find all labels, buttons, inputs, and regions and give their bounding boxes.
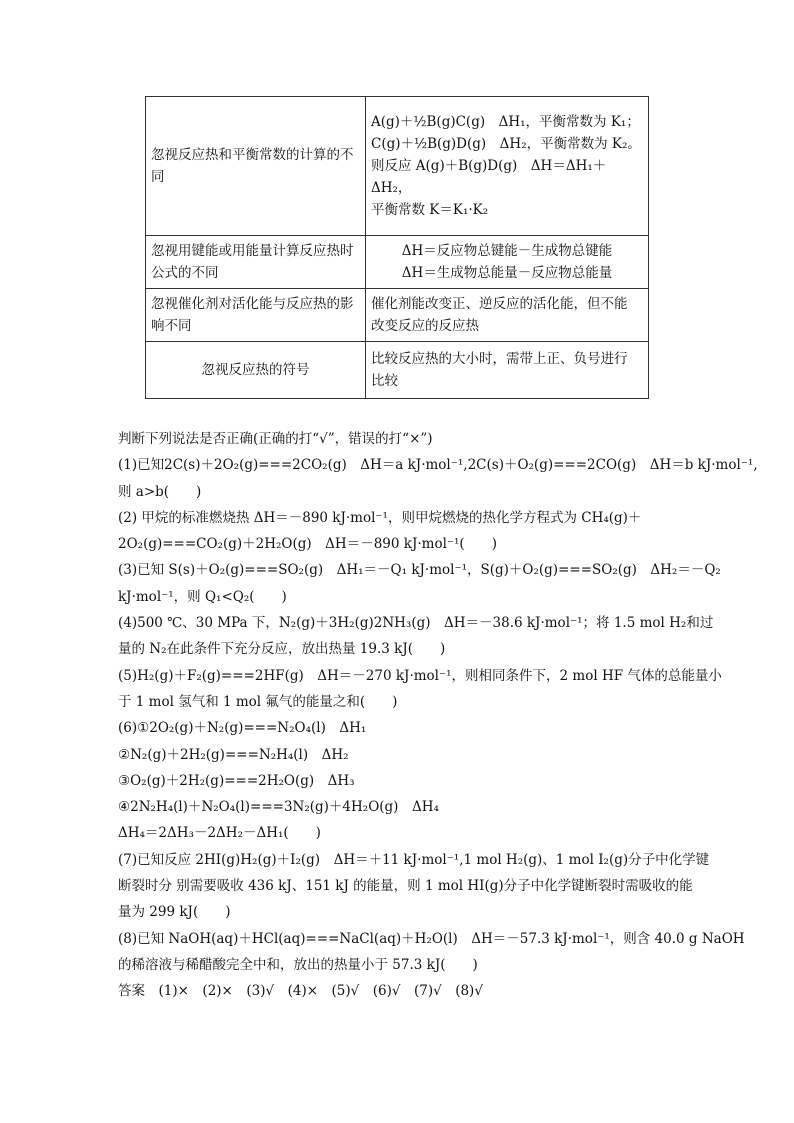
- table-cell-topic: 忽视催化剂对活化能与反应热的影响不同: [146, 289, 366, 342]
- question-3-line: kJ·mol⁻¹，则 Q₁<Q₂( ): [118, 588, 287, 605]
- question-6-line: ③O₂(g)＋2H₂(g)===2H₂O(g) ΔH₃: [118, 772, 355, 789]
- question-6-line: (6)①2O₂(g)＋N₂(g)===N₂O₄(l) ΔH₁: [118, 720, 367, 737]
- table-cell-topic: 忽视反应热的符号: [146, 342, 366, 399]
- question-4-line: 量的 N₂在此条件下充分反应，放出热量 19.3 kJ( ): [118, 641, 446, 658]
- question-1-line: 则 a>b( ): [118, 483, 202, 500]
- question-2-line: (2) 甲烷的标准燃烧热 ΔH＝－890 kJ·mol⁻¹，则甲烷燃烧的热化学方程式为 CH₄(g)＋: [118, 509, 642, 526]
- table-cell-topic: 忽视反应热和平衡常数的计算的不同: [146, 97, 366, 236]
- question-6-line: ④2N₂H₄(l)＋N₂O₄(l)===3N₂(g)＋4H₂O(g) ΔH₄: [118, 799, 439, 816]
- question-8-line: 的稀溶液与稀醋酸完全中和，放出的热量小于 57.3 kJ( ): [118, 956, 478, 973]
- comparison-table: [145, 96, 649, 399]
- detail-line: 则反应 A(g)＋B(g)D(g) ΔH＝ΔH₁＋ΔH₂，: [371, 158, 607, 196]
- table-row: [146, 289, 649, 342]
- question-7-line: 断裂时分 别需要吸收 436 kJ、151 kJ 的能量，则 1 mol HI(g)分子中化学键断裂时需吸收的能: [118, 878, 693, 895]
- question-5-line: 于 1 mol 氢气和 1 mol 氟气的能量之和( ): [118, 693, 398, 710]
- table-cell-detail: 催化剂能改变正、逆反应的活化能，但不能 改变反应的反应热: [366, 289, 649, 342]
- question-8-line: (8)已知 NaOH(aq)＋HCl(aq)===NaCl(aq)＋H₂O(l) ΔH＝－57.3 kJ·mol⁻¹，则含 40.0 g NaOH: [118, 930, 745, 947]
- table-row: [146, 342, 649, 399]
- table-cell-detail: ΔH＝反应物总键能－生成物总键能 ΔH＝生成物总能量－反应物总能量: [366, 236, 649, 289]
- detail-line: C(g)＋½B(g)D(g) ΔH₂，平衡常数为 K₂。: [371, 136, 641, 152]
- question-5-line: (5)H₂(g)＋F₂(g)===2HF(g) ΔH＝－270 kJ·mol⁻¹，则相同条件下，2 mol HF 气体的总能量小: [118, 667, 722, 684]
- question-7-line: 量为 299 kJ( ): [118, 904, 231, 921]
- questions-intro: 判断下列说法是否正确(正确的打“√”，错误的打“×”): [118, 431, 433, 447]
- question-2-line: 2O₂(g)===CO₂(g)＋2H₂O(g) ΔH＝－890 kJ·mol⁻¹( ): [118, 536, 497, 553]
- question-7-line: (7)已知反应 2HI(g)H₂(g)＋I₂(g) ΔH＝＋11 kJ·mol⁻¹,1 mol H₂(g)、1 mol I₂(g)分子中化学键: [118, 851, 710, 868]
- table-cell-topic: 忽视用键能或用能量计算反应热时公式的不同: [146, 236, 366, 289]
- detail-line: A(g)＋½B(g)C(g) ΔH₁，平衡常数为 K₁；: [371, 114, 640, 130]
- question-1-line: (1)已知2C(s)＋2O₂(g)===2CO₂(g) ΔH＝a kJ·mol⁻¹,2C(s)＋O₂(g)===2CO(g) ΔH＝b kJ·mol⁻¹,: [118, 457, 758, 474]
- question-4-line: (4)500 ℃、30 MPa 下，N₂(g)＋3H₂(g)2NH₃(g) ΔH＝－38.6 kJ·mol⁻¹；将 1.5 mol H₂和过: [118, 615, 714, 632]
- question-3-line: (3)已知 S(s)＋O₂(g)===SO₂(g) ΔH₁＝－Q₁ kJ·mol⁻¹，S(g)＋O₂(g)===SO₂(g) ΔH₂＝－Q₂: [118, 562, 721, 579]
- table-row: [146, 97, 649, 236]
- detail-line: 平衡常数 K＝K₁·K₂: [371, 202, 489, 218]
- judgement-questions: [118, 426, 758, 1005]
- table-row: [146, 236, 649, 289]
- question-6-line: ②N₂(g)＋2H₂(g)===N₂H₄(l) ΔH₂: [118, 746, 349, 763]
- question-6-line: ΔH₄＝2ΔH₃－2ΔH₂－ΔH₁( ): [118, 825, 321, 842]
- table-cell-detail: [366, 97, 649, 236]
- table-cell-detail: 比较反应热的大小时，需带上正、负号进行 比较: [366, 342, 649, 399]
- answer-key: 答案 (1)× (2)× (3)√ (4)× (5)√ (6)√ (7)√ (8)√: [118, 983, 483, 1000]
